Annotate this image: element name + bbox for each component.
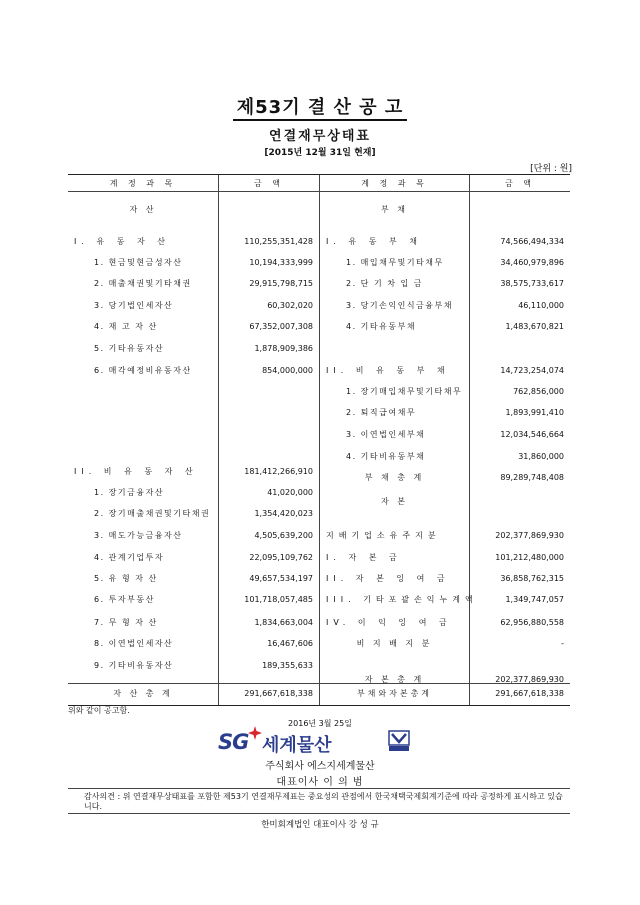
- left-row-label: 자 산: [129, 205, 157, 214]
- left-row-amount: 1,354,420,023: [254, 509, 313, 518]
- right-row-label: 1. 장기매입채무및기타채무: [346, 387, 463, 396]
- right-row-amount: -: [561, 639, 564, 648]
- header-right-account: 계 정 과 목: [361, 179, 428, 188]
- left-row-label: 8. 이연법인세자산: [94, 639, 174, 648]
- left-row-amount: 291,667,618,338: [244, 689, 313, 698]
- right-row-label: 자 본 총 계: [364, 675, 425, 684]
- right-row-label: 1. 매입채무및기타채무: [346, 258, 444, 267]
- brand-mark-icon: [388, 730, 410, 752]
- left-row-label: 6. 투자부동산: [94, 595, 155, 604]
- right-row-label: II. 비 유 동 부 채: [326, 366, 450, 375]
- right-row-amount: 36,858,762,315: [500, 574, 564, 583]
- unit-label: [단위 : 원]: [530, 164, 572, 174]
- left-row-label: I. 유 동 자 산: [74, 237, 170, 246]
- left-row-label: 3. 매도가능금융자산: [94, 531, 183, 540]
- left-row-label: 6. 매각예정비유동자산: [94, 366, 192, 375]
- left-row-amount: 60,302,020: [267, 301, 313, 310]
- notice-title: 제53기 결 산 공 고: [0, 93, 640, 119]
- right-row-label: 부채와자본총계: [356, 689, 433, 698]
- right-row-amount: 101,212,480,000: [495, 553, 564, 562]
- left-row-label: 4. 재 고 자 산: [94, 322, 158, 331]
- ceo-name: 대표이사 이 의 범: [276, 777, 364, 788]
- right-row-amount: 202,377,869,930: [495, 531, 564, 540]
- right-row-label: I. 유 동 부 채: [326, 237, 422, 246]
- publication-date: 2016년 3월 25일: [288, 719, 352, 728]
- left-row-amount: 41,020,000: [267, 488, 313, 497]
- right-row-label: III. 기타포괄손익누계액: [326, 595, 478, 604]
- right-row-amount: 1,349,747,057: [505, 595, 564, 604]
- right-row-label: I. 자 본 금: [326, 553, 402, 562]
- company-logo: SG 세계물산: [218, 730, 418, 754]
- left-row-label: 5. 유 형 자 산: [94, 574, 158, 583]
- right-row-label: 부 채 총 계: [364, 473, 425, 482]
- right-row-amount: 34,460,979,896: [500, 258, 564, 267]
- left-row-label: 1. 현금및현금성자산: [94, 258, 183, 267]
- left-row-label: 9. 기타비유동자산: [94, 661, 174, 670]
- right-row-amount: 202,377,869,930: [495, 675, 564, 684]
- right-row-label: 비 지 배 지 분: [356, 639, 433, 648]
- left-row-amount: 67,352,007,308: [249, 322, 313, 331]
- right-row-amount: 31,860,000: [518, 452, 564, 461]
- left-row-label: 1. 장기금융자산: [94, 488, 165, 497]
- left-row-label: 5. 기타유동자산: [94, 344, 165, 353]
- right-row-label: 자 본: [381, 497, 408, 506]
- right-row-amount: 62,956,880,558: [500, 618, 564, 627]
- right-row-label: 3. 당기손익인식금융부채: [346, 301, 453, 310]
- right-row-amount: 762,856,000: [513, 387, 564, 396]
- right-row-label: 4. 기타비유동부채: [346, 452, 426, 461]
- right-row-label: IV. 이 익 잉 여 금: [326, 618, 452, 627]
- right-row-label: II. 자 본 잉 여 금: [326, 574, 450, 583]
- left-row-amount: 110,255,351,428: [244, 237, 313, 246]
- company-name: 주식회사 에스지세계물산: [265, 761, 375, 772]
- left-row-label: II. 비 유 동 자 산: [74, 467, 198, 476]
- left-row-label: 4. 관계기업투자: [94, 553, 165, 562]
- audit-opinion: 감사의견 : 위 연결재무상태표를 포함한 제53기 연결재무제표는 중요성의 관점에서 한국채택국제회계기준에 따라 공정하게 표시하고 있습니다.: [84, 792, 563, 811]
- right-row-amount: 89,289,748,408: [500, 473, 564, 482]
- right-row-amount: 74,566,494,334: [500, 237, 564, 246]
- auditor-name: 한미회계법인 대표이사 강 성 규: [261, 820, 379, 830]
- right-row-amount: 1,483,670,821: [505, 322, 564, 331]
- right-row-amount: 291,667,618,338: [495, 689, 564, 698]
- left-row-amount: 181,412,266,910: [244, 467, 313, 476]
- right-row-amount: 1,893,991,410: [505, 408, 564, 417]
- left-row-label: 2. 장기매출채권및기타채권: [94, 509, 211, 518]
- left-row-amount: 22,095,109,762: [249, 553, 313, 562]
- right-row-label: 2. 단 기 차 입 금: [346, 279, 423, 288]
- left-row-amount: 16,467,606: [267, 639, 313, 648]
- right-row-amount: 46,110,000: [518, 301, 564, 310]
- left-row-amount: 29,915,798,715: [249, 279, 313, 288]
- header-left-amount: 금 액: [254, 179, 284, 188]
- left-row-label: 7. 무 형 자 산: [94, 618, 158, 627]
- balance-sheet-table: [68, 174, 570, 706]
- left-row-amount: 101,718,057,485: [244, 595, 313, 604]
- right-row-label: 부 채: [381, 205, 408, 214]
- left-row-amount: 10,194,333,999: [249, 258, 313, 267]
- right-row-label: 2. 퇴직급여채무: [346, 408, 417, 417]
- right-row-label: 지배기업소유주지분: [326, 531, 441, 540]
- header-right-amount: 금 액: [505, 179, 535, 188]
- statement-subtitle: 연결재무상태표: [269, 129, 371, 144]
- right-row-amount: 12,034,546,664: [500, 430, 564, 439]
- left-row-label: 자 산 총 계: [113, 689, 173, 698]
- left-row-amount: 1,834,663,004: [254, 618, 313, 627]
- left-row-amount: 1,878,909,386: [254, 344, 313, 353]
- right-row-amount: 14,723,254,074: [500, 366, 564, 375]
- left-row-amount: 854,000,000: [262, 366, 313, 375]
- notice-note: 위와 같이 공고함.: [68, 706, 130, 715]
- right-row-amount: 38,575,733,617: [500, 279, 564, 288]
- right-row-label: 4. 기타유동부채: [346, 322, 417, 331]
- left-row-label: 2. 매출채권및기타채권: [94, 279, 192, 288]
- left-row-label: 3. 당기법인세자산: [94, 301, 174, 310]
- right-row-label: 3. 이연법인세부채: [346, 430, 426, 439]
- left-row-amount: 189,355,633: [262, 661, 313, 670]
- left-row-amount: 4,505,639,200: [254, 531, 313, 540]
- statement-date: [2015년 12월 31일 현재]: [264, 148, 376, 158]
- header-left-account: 계 정 과 목: [109, 179, 177, 188]
- left-row-amount: 49,657,534,197: [249, 574, 313, 583]
